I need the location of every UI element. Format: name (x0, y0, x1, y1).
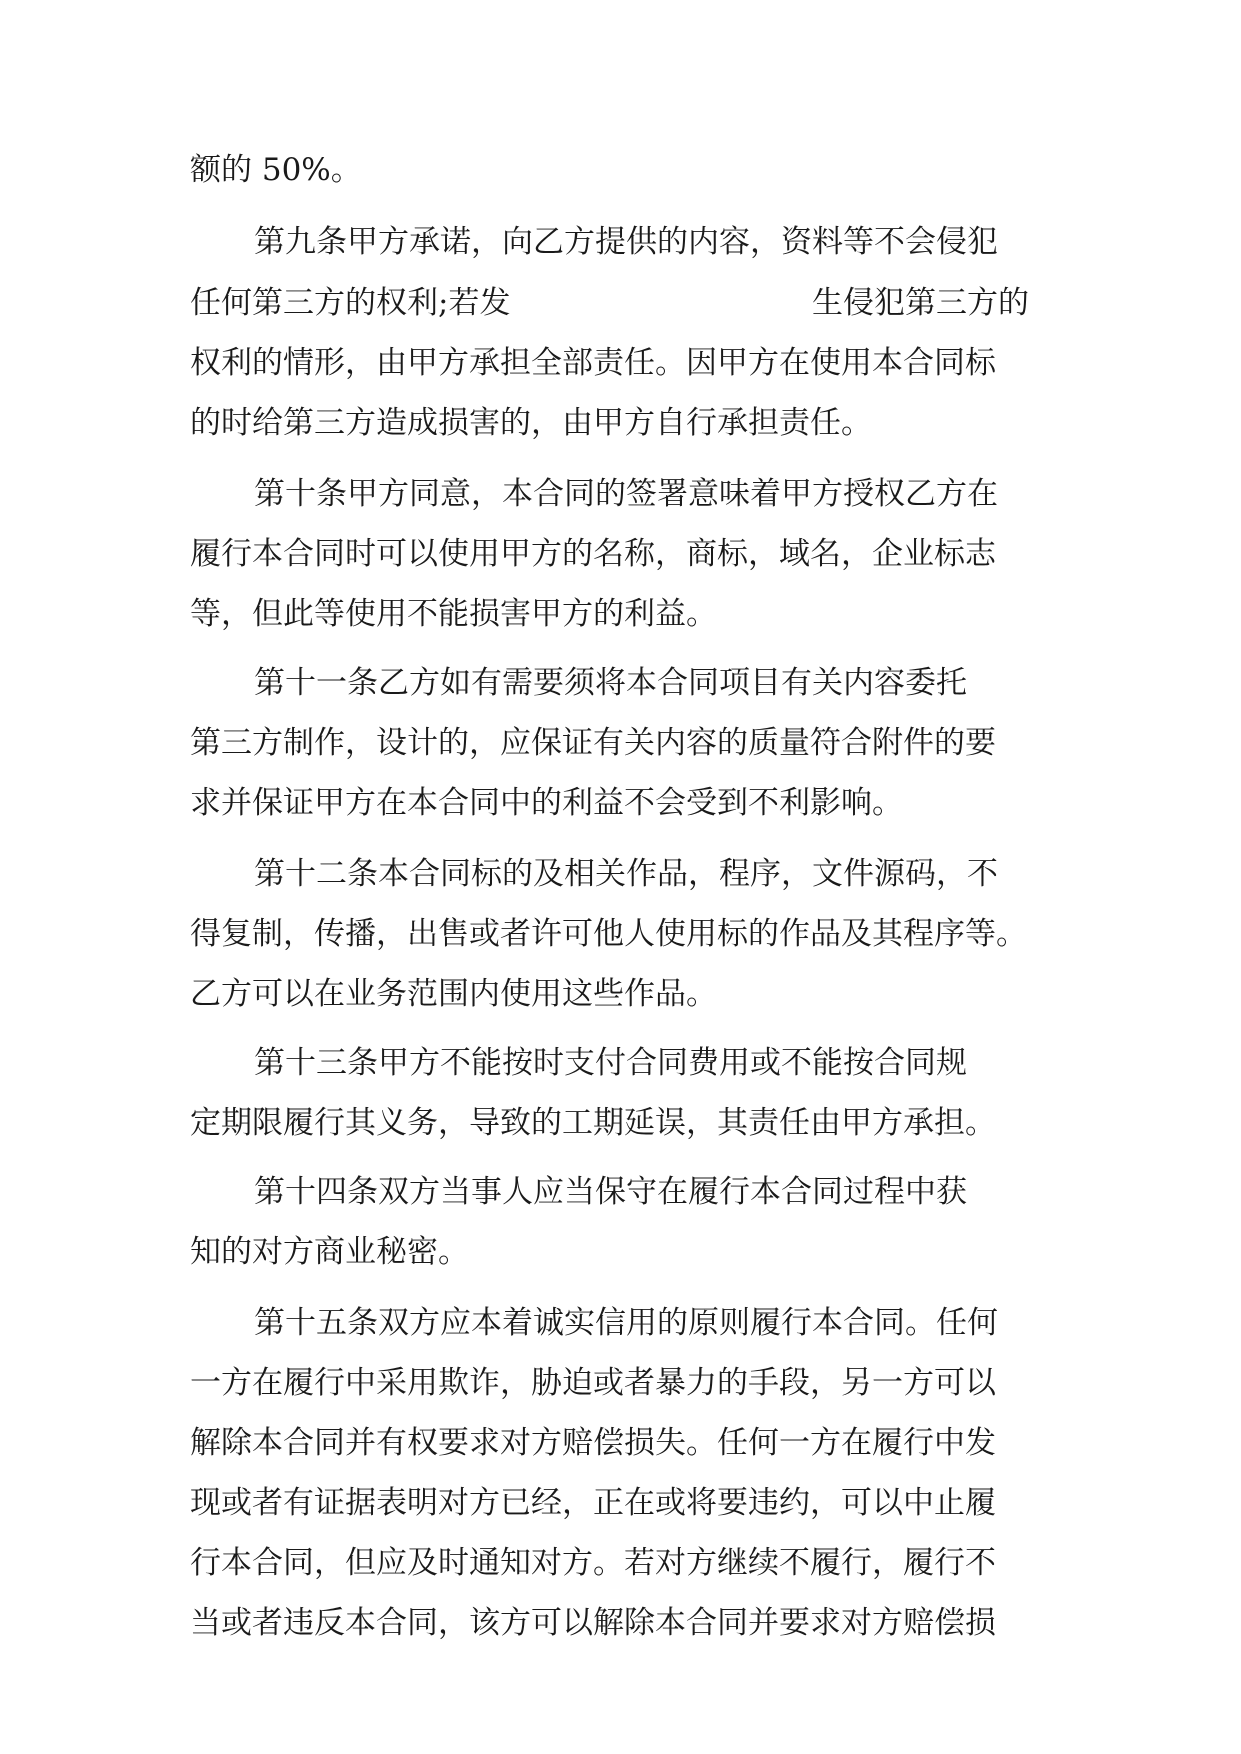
text-line: 乙方可以在业务范围内使用这些作品。 (190, 976, 717, 1012)
text-line: 得复制，传播，出售或者许可他人使用标的作品及其程序等。 (190, 916, 1027, 952)
text-line: 第十四条双方当事人应当保守在履行本合同过程中获 (254, 1174, 967, 1210)
text-line: 第十二条本合同标的及相关作品，程序，文件源码，不 (254, 856, 998, 892)
text-line: 等，但此等使用不能损害甲方的利益。 (190, 596, 717, 632)
text-line: 知的对方商业秘密。 (190, 1234, 469, 1270)
text-line: 第三方制作，设计的，应保证有关内容的质量符合附件的要 (190, 725, 996, 761)
text-line: 额的 50%。 (190, 152, 362, 188)
text-line: 履行本合同时可以使用甲方的名称，商标，域名，企业标志 (190, 536, 996, 572)
text-line: 第十五条双方应本着诚实信用的原则履行本合同。任何 (254, 1305, 998, 1341)
text-line: 权利的情形，由甲方承担全部责任。因甲方在使用本合同标 (190, 345, 996, 381)
text-line: 第九条甲方承诺，向乙方提供的内容，资料等不会侵犯 (254, 224, 998, 260)
text-line: 解除本合同并有权要求对方赔偿损失。任何一方在履行中发 (190, 1425, 996, 1461)
text-line: 任何第三方的权利;若发 (190, 285, 511, 321)
text-line: 求并保证甲方在本合同中的利益不会受到不利影响。 (190, 785, 903, 821)
text-line: 一方在履行中采用欺诈，胁迫或者暴力的手段，另一方可以 (190, 1365, 996, 1401)
text-line: 的时给第三方造成损害的，由甲方自行承担责任。 (190, 405, 872, 441)
text-line: 现或者有证据表明对方已经，正在或将要违约，可以中止履 (190, 1485, 996, 1521)
text-line: 第十一条乙方如有需要须将本合同项目有关内容委托 (254, 665, 967, 701)
text-line: 第十三条甲方不能按时支付合同费用或不能按合同规 (254, 1045, 967, 1081)
text-line: 定期限履行其义务，导致的工期延误，其责任由甲方承担。 (190, 1105, 996, 1141)
text-line: 第十条甲方同意，本合同的签署意味着甲方授权乙方在 (254, 476, 998, 512)
text-line: 生侵犯第三方的 (812, 285, 1029, 321)
text-line: 当或者违反本合同，该方可以解除本合同并要求对方赔偿损 (190, 1605, 996, 1641)
text-line: 行本合同，但应及时通知对方。若对方继续不履行，履行不 (190, 1545, 996, 1581)
